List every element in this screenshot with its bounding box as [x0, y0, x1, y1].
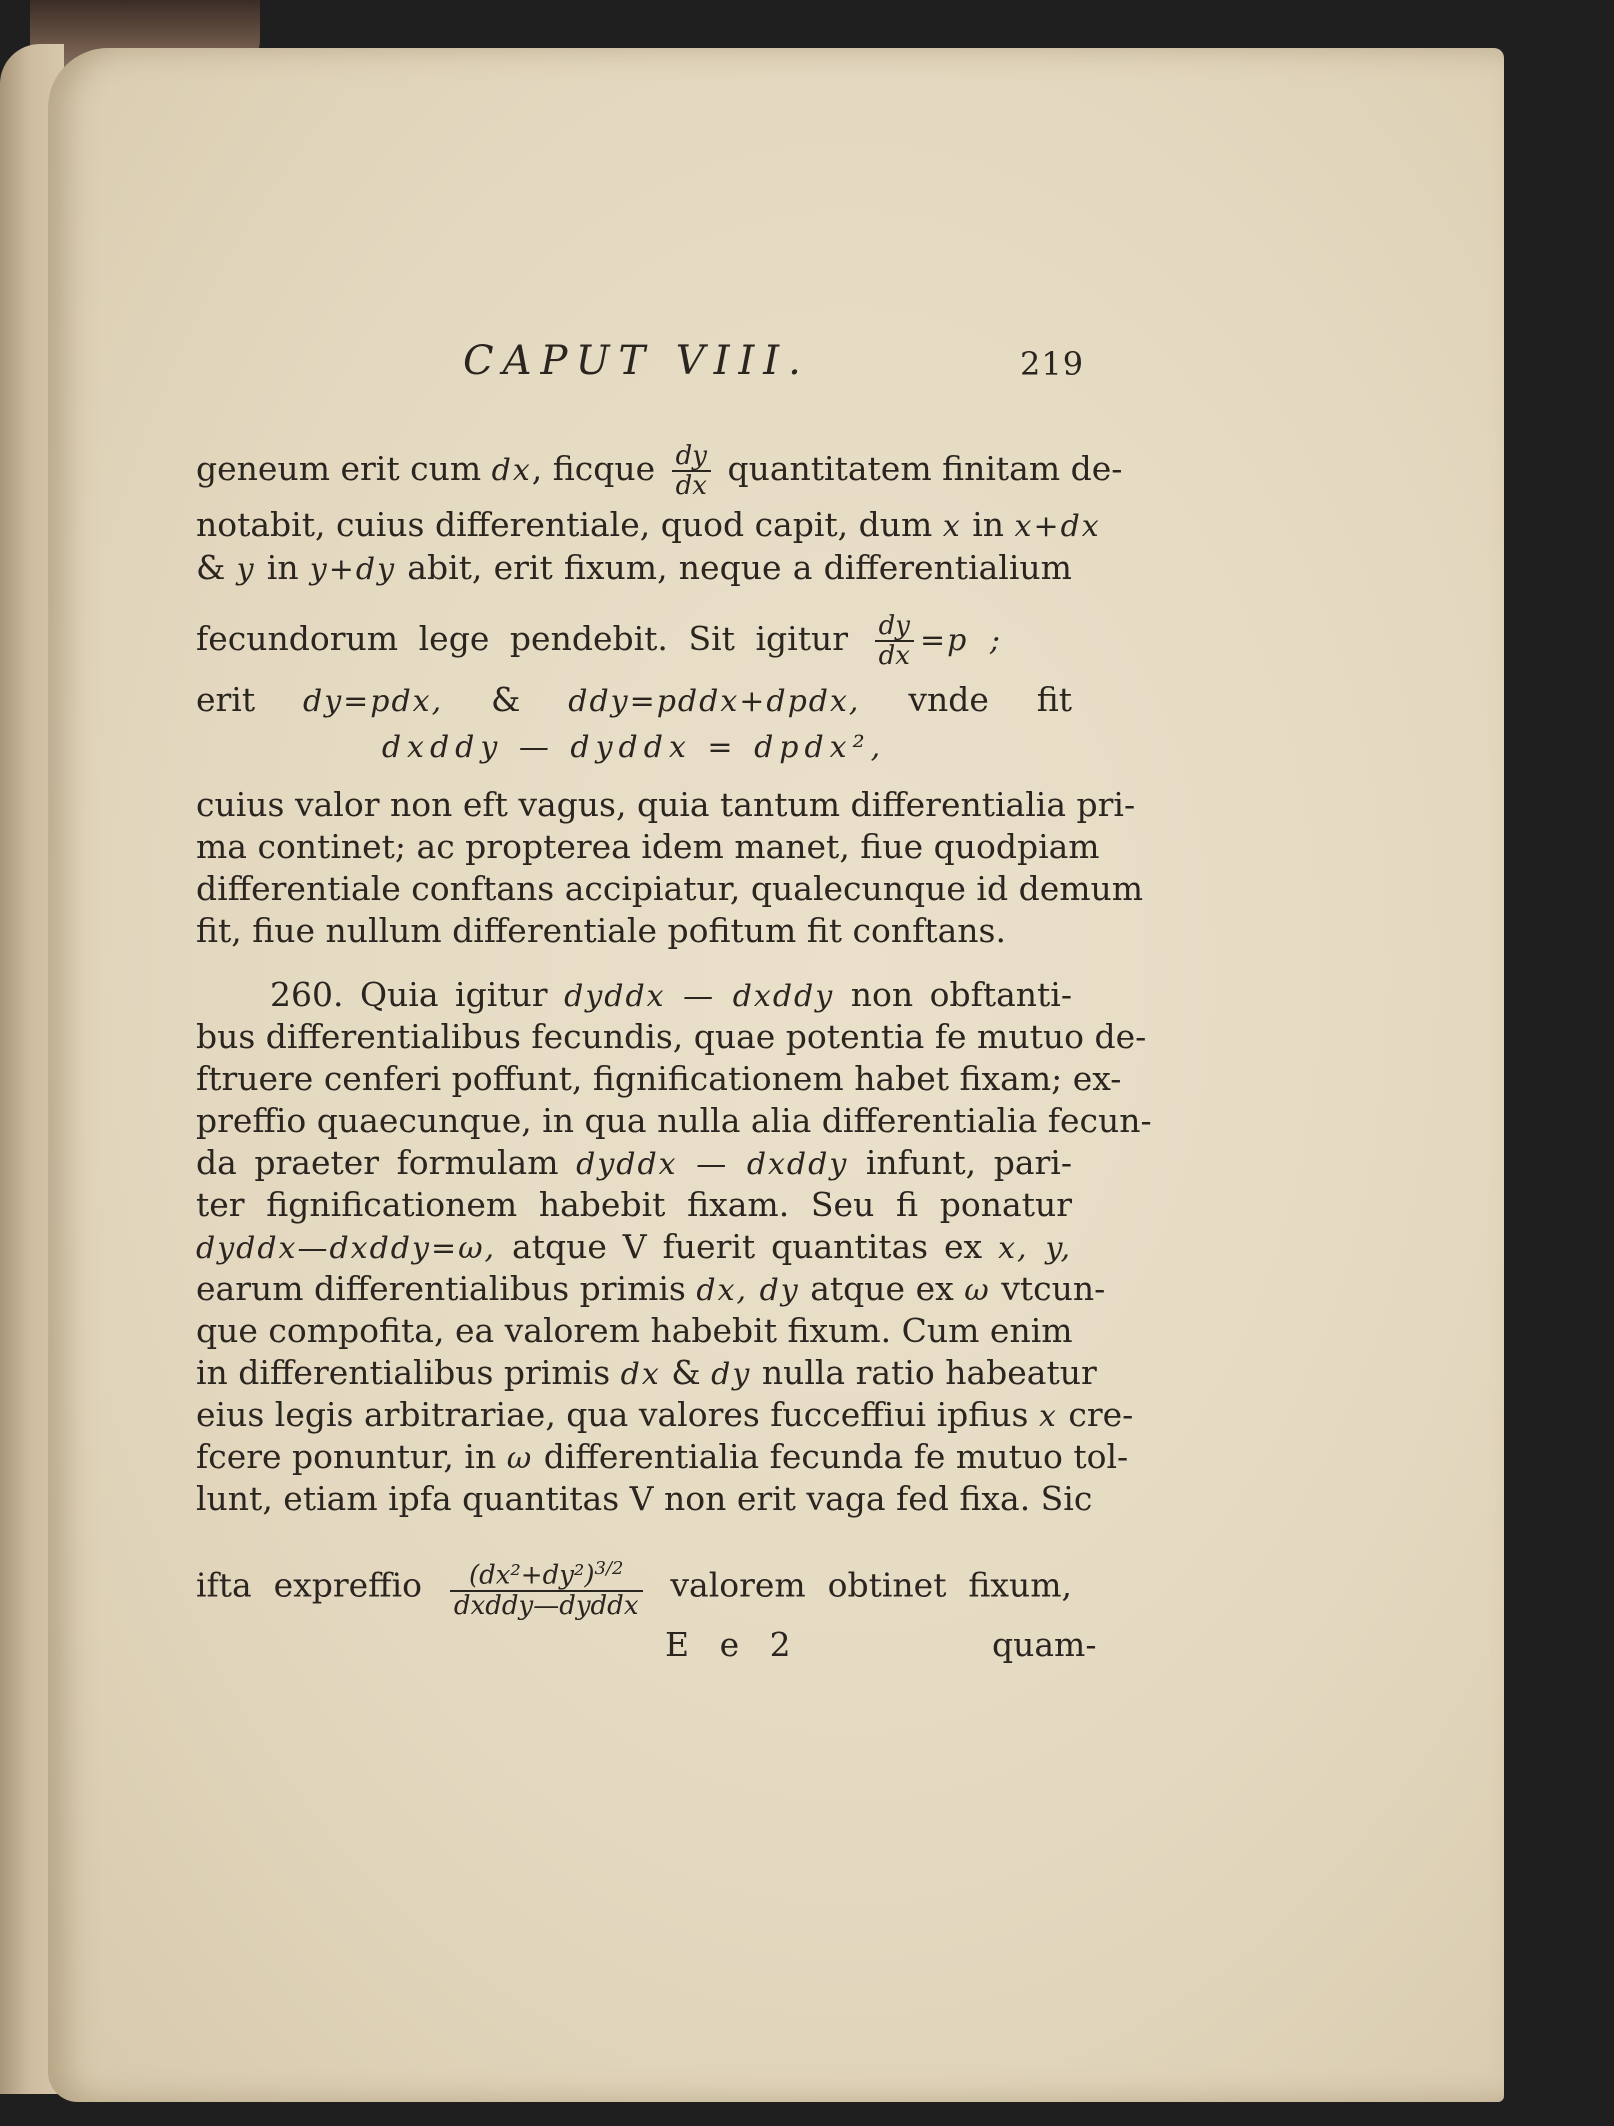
catchword: quam- [992, 1625, 1097, 1664]
text-line: fecundorum lege pendebit. Sit igitur $\frac{dy}{dx}$ =p ; [196, 611, 1002, 671]
text-line: ftruere cenferi poffunt, fignificationem habet fixam; ex- [196, 1059, 1122, 1098]
text-line: da praeter formulam dyddx — dxddy infunt, pari- [196, 1143, 1072, 1182]
text-line: bus differentialibus fecundis, quae potentia fe mutuo de- [196, 1017, 1147, 1056]
text-line: ter fignificationem habebit fixam. Seu fi ponatur [196, 1185, 1072, 1224]
signature-mark: E e 2 [665, 1625, 801, 1664]
text-line: eius legis arbitrariae, qua valores fucceffiui ipfius x cre- [196, 1395, 1134, 1434]
running-head: CAPUT VIII. [463, 338, 810, 384]
fraction: $\frac{(dx^2+dy^2)^{3/2}}{\text{dxddy—dyddx}}$ [450, 1555, 643, 1620]
text-line: erit dy=pdx, & ddy=pddx+dpdx, vnde fit [196, 680, 1072, 719]
text-line: ifta expreffio $\frac{(dx^2+dy^2)^{3/2}}{\text{dxddy—dyddx}}$ valorem obtinet fixum, [196, 1555, 1072, 1620]
text-line: geneum erit cum dx, ficque $\frac{dy}{dx}$ quantitatem finitam de- [196, 441, 1123, 501]
text-line: ma continet; ac propterea idem manet, fiue quodpiam [196, 827, 1100, 866]
paragraph-start-line: 260. Quia igitur dyddx — dxddy non obftanti- [270, 975, 1072, 1014]
page-number: 219 [1020, 345, 1085, 383]
fraction: $\frac{dy}{dx}$ [672, 442, 711, 500]
text-line: & y in y+dy abit, erit fixum, neque a differentialium [196, 548, 1072, 587]
text-line: que compofita, ea valorem habebit fixum. Cum enim [196, 1311, 1073, 1350]
text-line: dyddx—dxddy=ω, atque V fuerit quantitas ex x, y, [196, 1227, 1073, 1266]
text-line: preffio quaecunque, in qua nulla alia differentialia fecun- [196, 1101, 1152, 1140]
text-line: earum differentialibus primis dx, dy atque ex ω vtcun- [196, 1269, 1106, 1308]
display-equation: dxddy — dyddx = dpdx², [381, 730, 887, 765]
text-line: differentiale conftans accipiatur, qualecunque id demum [196, 869, 1144, 908]
text-line: fcere ponuntur, in ω differentialia fecunda fe mutuo tol- [196, 1437, 1129, 1476]
text-line: cuius valor non eft vagus, quia tantum differentialia pri- [196, 785, 1136, 824]
text-line: notabit, cuius differentiale, quod capit, dum x in x+dx [196, 505, 1101, 544]
fraction: $\frac{dy}{dx}$ [875, 612, 914, 670]
text-line: in differentialibus primis dx & dy nulla ratio habeatur [196, 1353, 1097, 1392]
text-line: lunt, etiam ipfa quantitas V non erit vaga fed fixa. Sic [196, 1479, 1093, 1518]
text-line: fit, fiue nullum differentiale pofitum fit conftans. [196, 911, 1006, 950]
